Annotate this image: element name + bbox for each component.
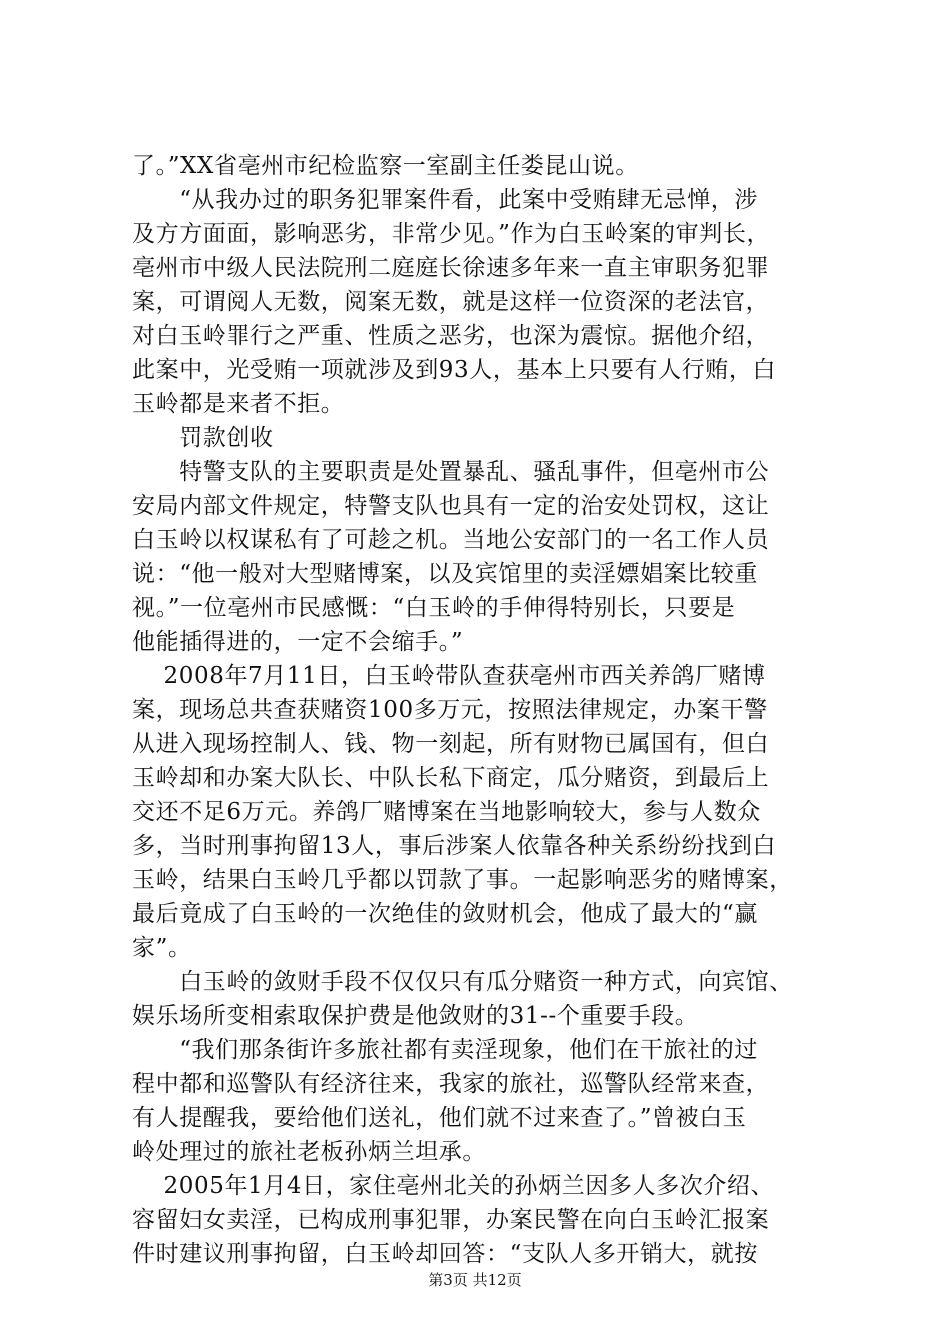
text-line: 说：“他一般对大型赌博案，以及宾馆里的卖淫嫖娼案比较重 — [132, 561, 758, 587]
text-line: 安局内部文件规定，特警支队也具有一定的治安处罚权，这让 — [132, 493, 770, 519]
text-line: 娱乐场所变相索取保护费是他敛财的31--个重要手段。 — [132, 1003, 699, 1029]
text-line: 玉岭，结果白玉岭几乎都以罚款了事。一起影响恶劣的赌博案， — [132, 867, 793, 893]
text-line: “从我办过的职务犯罪案件看，此案中受贿肆无忌惮，涉 — [132, 187, 758, 213]
text-line: 2008年7月11日，白玉岭带队查获亳州市西关养鸽厂赌博 — [132, 663, 766, 689]
text-line: 最后竟成了白玉岭的一次绝佳的敛财机会，他成了最大的“赢 — [132, 901, 758, 927]
text-line: 玉岭却和办案大队长、中队长私下商定，瓜分赌资，到最后上 — [132, 765, 770, 791]
text-line: 了。”XX省亳州市纪检监察一室副主任娄昆山说。 — [132, 153, 639, 179]
text-line: 玉岭都是来者不拒。 — [132, 391, 345, 417]
text-line: 有人提醒我，要给他们送礼，他们就不过来查了。”曾被白玉 — [132, 1105, 747, 1131]
text-line: 此案中，光受贿一项就涉及到93人，基本上只要有人行贿，白 — [132, 357, 777, 383]
text-line: 白玉岭以权谋私有了可趁之机。当地公安部门的一名工作人员 — [132, 527, 770, 553]
text-line: 交还不足6万元。养鸽厂赌博案在当地影响较大，参与人数众 — [132, 799, 761, 825]
text-line: 亳州市中级人民法院刑二庭庭长徐速多年来一直主审职务犯罪 — [132, 255, 770, 281]
text-line: 案，现场总共查获赌资100多万元，按照法律规定，办案干警 — [132, 697, 768, 723]
section-heading: 罚款创收 — [132, 425, 274, 451]
text-line: 及方方面面，影响恶劣，非常少见。”作为白玉岭案的审判长， — [132, 221, 771, 247]
text-line: 视。”一位亳州市民感慨：“白玉岭的手伸得特别长，只要是 — [132, 595, 736, 621]
page-footer: 第3页 共12页 — [428, 1271, 522, 1289]
text-line: 件时建议刑事拘留，白玉岭却回答：“支队人多开销大，就按 — [132, 1241, 758, 1267]
text-line: 从进入现场控制人、钱、物一刻起，所有财物已属国有，但白 — [132, 731, 770, 757]
text-line: 对白玉岭罪行之严重、性质之恶劣，也深为震惊。据他介绍， — [132, 323, 770, 349]
text-line: “我们那条街许多旅社都有卖淫现象，他们在干旅社的过 — [132, 1037, 758, 1063]
text-line: 他能插得进的，一定不会缩手。” — [132, 629, 464, 655]
text-line: 岭处理过的旅社老板孙炳兰坦承。 — [132, 1139, 486, 1165]
text-line: 2005年1月4日，家住亳州北关的孙炳兰因多人多次介绍、 — [132, 1173, 775, 1199]
text-line: 多，当时刑事拘留13人，事后涉案人依靠各种关系纷纷找到白 — [132, 833, 777, 859]
text-line: 家”。 — [132, 935, 192, 961]
text-line: 特警支队的主要职责是处置暴乱、骚乱事件，但亳州市公 — [132, 459, 770, 485]
text-line: 白玉岭的敛财手段不仅仅只有瓜分赌资一种方式，向宾馆、 — [132, 969, 793, 995]
text-line: 程中都和巡警队有经济往来，我家的旅社，巡警队经常来查， — [132, 1071, 770, 1097]
text-line: 案，可谓阅人无数，阅案无数，就是这样一位资深的老法官， — [132, 289, 770, 315]
text-line: 容留妇女卖淫，已构成刑事犯罪，办案民警在向白玉岭汇报案 — [132, 1207, 770, 1233]
